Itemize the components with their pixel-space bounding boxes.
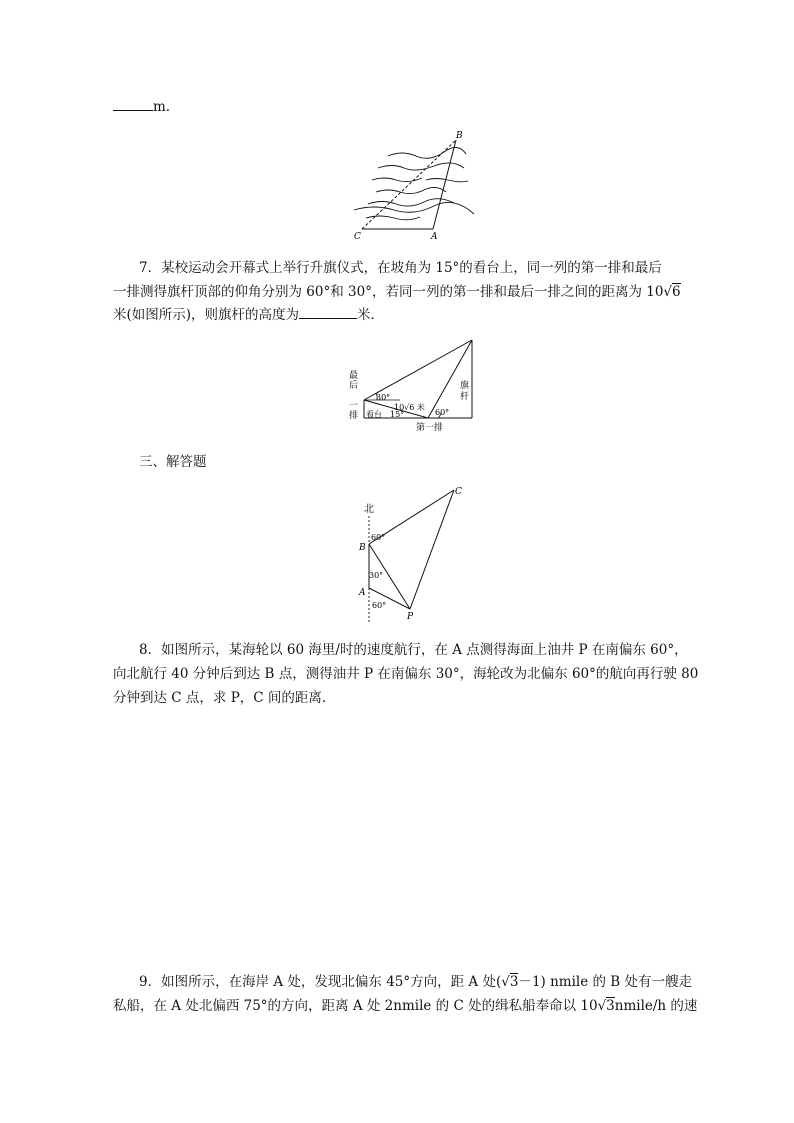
sqrt-radicand: 3 <box>509 974 519 990</box>
q9-line2-text-a: 私船，在 A 处北偏西 75°的方向，距离 A 处 2nmile 的 C 处的缉私船奉命以 10 <box>113 998 598 1014</box>
label-c: C <box>455 487 462 497</box>
label-angle-30: 30° <box>376 393 391 402</box>
label-angle-60: 60° <box>435 408 450 417</box>
q7-line3-text: 米(如图所示)，则旗杆的高度为 <box>113 307 300 323</box>
label-b: B <box>359 543 366 553</box>
label-p: P <box>407 612 414 622</box>
label-last-row-4: 排 <box>349 411 359 421</box>
q7-line3-unit: 米． <box>357 307 385 323</box>
sqrt-radicand: 3 <box>606 998 615 1014</box>
label-stand: 看台 <box>366 410 382 419</box>
line-ab <box>433 140 456 229</box>
label-flagpole-2: 杆 <box>460 392 470 402</box>
q8-line3: 分钟到达 C 点，求 P，C 间的距离． <box>113 690 336 706</box>
figure-river <box>348 128 478 243</box>
q6-answer-line <box>113 96 170 117</box>
label-angle-15: 15° <box>390 410 405 419</box>
answer-blank <box>299 304 357 319</box>
q8-line1: 8．如图所示，某海轮以 60 海里/时的速度航行，在 A 点测得海面上油井 P 在南偏东 60°， <box>139 642 688 658</box>
label-north: 北 <box>364 504 374 515</box>
label-a: A <box>359 588 366 598</box>
answer-blank <box>113 96 153 111</box>
label-last-row-3: 一 <box>349 401 359 411</box>
label-angle-b60: 60° <box>371 533 386 542</box>
q6-unit: m. <box>153 99 171 115</box>
label-last-row-1: 最 <box>349 371 359 381</box>
q9-line2: 私船，在 A 处北偏西 75°的方向，距离 A 处 2nmile 的 C 处的缉私船奉命以 10√3nmile/h 的速 <box>113 998 698 1014</box>
segment-cp <box>410 490 454 609</box>
label-last-row-2: 后 <box>349 381 359 391</box>
label-a: A <box>431 232 438 242</box>
q7-line3 <box>113 304 384 325</box>
q9-line1: 9．如图所示，在海岸 A 处，发现北偏东 45°方向，距 A 处(√3－1) nmile 的 B 处有一艘走 <box>139 974 693 990</box>
label-c: C <box>354 232 361 242</box>
q9-line1-text-b: －1) nmile 的 B 处有一艘走 <box>518 974 693 990</box>
label-distance: 10√6 米 <box>394 403 425 412</box>
section-title: 三、解答题 <box>139 454 207 470</box>
label-flagpole-1: 旗 <box>460 381 470 391</box>
label-b: B <box>456 131 463 141</box>
label-angle-a60: 60° <box>372 601 387 610</box>
figure-oil-well <box>356 484 476 624</box>
water-waves <box>354 147 474 219</box>
sight-line-last <box>364 340 472 400</box>
label-first-row: 第一排 <box>416 423 444 433</box>
label-angle-b30: 30° <box>369 571 384 580</box>
q7-line2: 一排测得旗杆顶部的仰角分别为 60°和 30°，若同一列的第一排和最后一排之间的距离为 10√6 <box>113 284 681 300</box>
figure-flagpole <box>340 336 480 436</box>
q7-line1: 7．某校运动会开幕式上举行升旗仪式，在坡角为 15°的看台上，同一列的第一排和最后 <box>139 260 662 276</box>
q9-line2-text-b: nmile/h 的速 <box>614 998 698 1014</box>
sqrt-radicand: 6 <box>672 284 681 300</box>
q9-line1-text-a: 9．如图所示，在海岸 A 处，发现北偏东 45°方向，距 A 处( <box>139 974 502 990</box>
q7-line2-text: 一排测得旗杆顶部的仰角分别为 60°和 30°，若同一列的第一排和最后一排之间的距离为 10 <box>113 284 664 300</box>
q8-line2: 向北航行 40 分钟后到达 B 点，测得油井 P 在南偏东 30°，海轮改为北偏东 60°的航向再行驶 80 <box>113 666 699 682</box>
